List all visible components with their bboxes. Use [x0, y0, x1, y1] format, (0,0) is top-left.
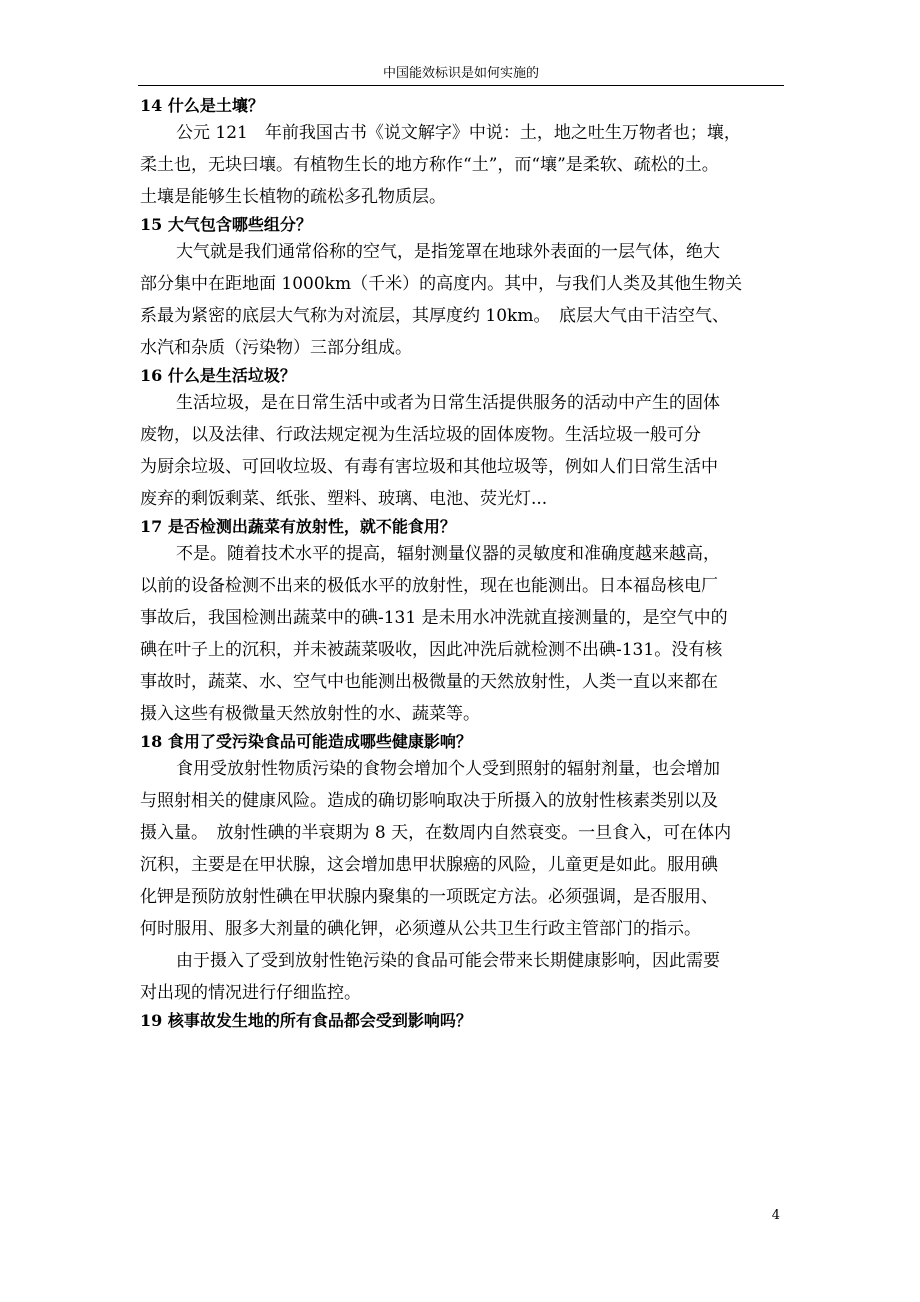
text-line: 事故时，蔬菜、水、空气中也能测出极微量的天然放射性，人类一直以来都在 — [140, 672, 718, 692]
text-line: 水汽和杂质（污染物）三部分组成。 — [140, 338, 412, 358]
text-line: 部分集中在距地面 1000km（千米）的高度内。其中，与我们人类及其他生物关 — [140, 274, 743, 294]
section-question: 14 什么是土壤？ — [140, 96, 264, 115]
section-question: 18 食用了受污染食品可能造成哪些健康影响？ — [140, 732, 472, 751]
text-line: 化钾是预防放射性碘在甲状腺内聚集的一项既定方法。必须强调，是否服用、 — [140, 887, 718, 907]
text-line: 公元 121 年前我国古书《说文解字》中说：土，地之吐生万物者也；壤， — [176, 123, 741, 143]
paragraph — [140, 117, 784, 213]
text-line: 食用受放射性物质污染的食物会增加个人受到照射的辐射剂量，也会增加 — [176, 759, 720, 779]
paragraph — [140, 236, 784, 364]
section-question: 16 什么是生活垃圾？ — [140, 366, 296, 385]
text-line: 与照射相关的健康风险。造成的确切影响取决于所摄入的放射性核素类别以及 — [140, 791, 718, 811]
text-line: 大气就是我们通常俗称的空气，是指笼罩在地球外表面的一层气体，绝大 — [176, 242, 720, 262]
text-line: 对出现的情况进行仔细监控。 — [140, 983, 361, 1003]
text-line: 沉积，主要是在甲状腺，这会增加患甲状腺癌的风险，儿童更是如此。服用碘 — [140, 855, 718, 875]
text-line: 系最为紧密的底层大气称为对流层，其厚度约 10km。 底层大气由干洁空气、 — [140, 306, 729, 326]
paragraph — [140, 753, 784, 945]
section-question: 17 是否检测出蔬菜有放射性，就不能食用？ — [140, 517, 456, 536]
section-question: 15 大气包含哪些组分？ — [140, 215, 312, 234]
text-line: 废弃的剩饭剩菜、纸张、塑料、玻璃、电池、荧光灯... — [140, 489, 548, 509]
text-line: 摄入这些有极微量天然放射性的水、蔬菜等。 — [140, 704, 480, 724]
document-body — [140, 94, 784, 1032]
paragraph — [140, 945, 784, 1009]
page-header — [138, 63, 784, 86]
text-line: 不是。随着技术水平的提高，辐射测量仪器的灵敏度和准确度越来越高， — [176, 544, 720, 564]
section-question: 19 核事故发生地的所有食品都会受到影响吗？ — [140, 1011, 472, 1030]
text-line: 土壤是能够生长植物的疏松多孔物质层。 — [140, 187, 446, 207]
header-title: 中国能效标识是如何实施的 — [382, 66, 539, 81]
paragraph — [140, 538, 784, 730]
text-line: 柔土也，无块曰壤。有植物生长的地方称作“土”，而“壤”是柔软、疏松的土。 — [140, 155, 719, 175]
text-line: 为厨余垃圾、可回收垃圾、有毒有害垃圾和其他垃圾等，例如人们日常生活中 — [140, 457, 718, 477]
paragraph — [140, 387, 784, 515]
text-line: 废物，以及法律、行政法规定视为生活垃圾的固体废物。生活垃圾一般可分 — [140, 425, 701, 445]
text-line: 以前的设备检测不出来的极低水平的放射性，现在也能测出。日本福岛核电厂 — [140, 576, 718, 596]
page-number: 4 — [771, 1208, 780, 1223]
text-line: 生活垃圾，是在日常生活中或者为日常生活提供服务的活动中产生的固体 — [176, 393, 720, 413]
text-line: 事故后，我国检测出蔬菜中的碘-131 是未用水冲洗就直接测量的，是空气中的 — [140, 608, 728, 628]
text-line: 由于摄入了受到放射性铯污染的食品可能会带来长期健康影响，因此需要 — [176, 951, 720, 971]
text-line: 碘在叶子上的沉积，并未被蔬菜吸收，因此冲洗后就检测不出碘-131。没有核 — [140, 640, 723, 660]
text-line: 何时服用、服多大剂量的碘化钾，必须遵从公共卫生行政主管部门的指示。 — [140, 919, 701, 939]
text-line: 摄入量。 放射性碘的半衰期为 8 天，在数周内自然衰变。一旦食入，可在体内 — [140, 823, 732, 843]
